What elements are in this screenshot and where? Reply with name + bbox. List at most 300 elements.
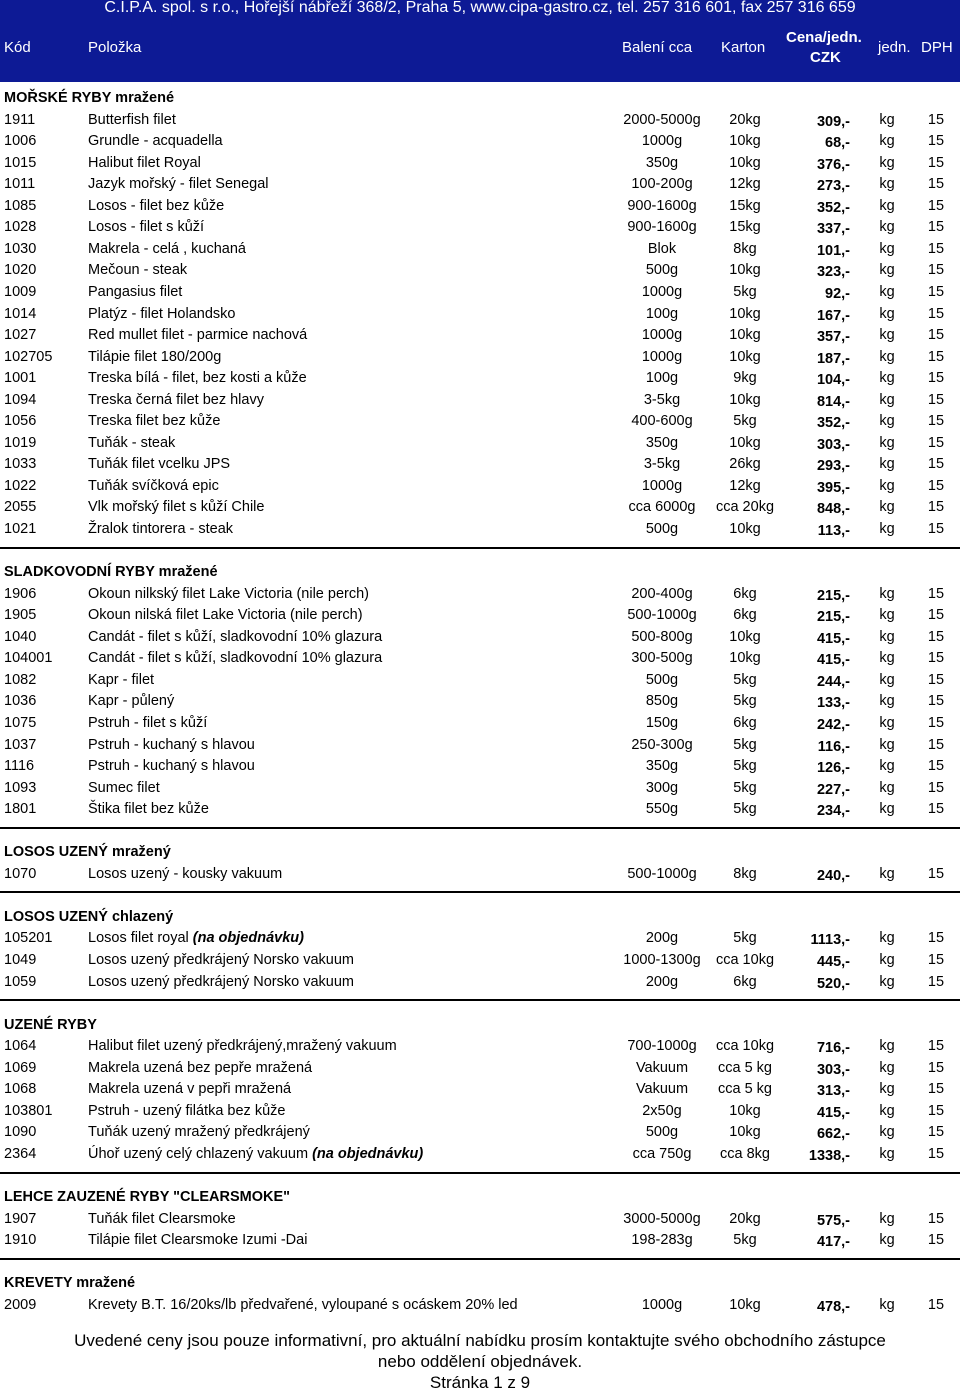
cell-polozka: Makrela uzená v pepři mražená <box>88 1081 292 1098</box>
cell-karton: 10kg <box>729 262 761 279</box>
table-row <box>0 368 960 389</box>
cell-dph: 15 <box>927 930 945 947</box>
cell-dph: 15 <box>927 327 945 344</box>
cell-dph: 15 <box>927 521 945 537</box>
cell-karton: 10kg <box>729 1124 761 1141</box>
table-row <box>0 347 960 368</box>
table-row <box>0 1079 960 1100</box>
table-row <box>0 1036 960 1057</box>
cell-baleni: 500g <box>645 671 679 688</box>
cell-karton: 10kg <box>729 434 761 451</box>
cell-kod: 103801 <box>4 1102 53 1119</box>
cell-karton: cca 10kg <box>715 952 775 968</box>
cell-jedn: kg <box>879 865 895 882</box>
cell-jedn: kg <box>879 154 895 171</box>
cell-kod: 1033 <box>4 456 37 473</box>
table-row <box>0 282 960 303</box>
table-row <box>0 1058 960 1079</box>
cell-kod: 1905 <box>4 607 37 624</box>
cell-kod: 104001 <box>4 650 53 667</box>
cell-karton: 8kg <box>733 865 757 882</box>
table-row <box>0 928 960 949</box>
cell-karton: 6kg <box>733 585 757 602</box>
section-divider <box>0 1258 960 1260</box>
cell-polozka: Losos uzený předkrájený Norsko vakuum <box>88 952 354 968</box>
cell-cena: 234,- <box>816 803 850 820</box>
table-row <box>0 174 960 195</box>
cell-polozka: Pstruh - filet s kůží <box>88 714 208 731</box>
cell-jedn: kg <box>879 952 895 968</box>
cell-kod: 1027 <box>4 327 37 344</box>
cell-dph: 15 <box>927 348 945 365</box>
cell-jedn: kg <box>879 714 895 731</box>
cell-baleni: 3-5kg <box>643 456 681 473</box>
table-row <box>0 1101 960 1122</box>
cell-dph: 15 <box>927 758 945 775</box>
cell-karton: cca 5 kg <box>718 1059 772 1076</box>
cell-karton: 5kg <box>733 779 757 796</box>
column-header-jedn: jedn. <box>878 39 911 56</box>
cell-kod: 1028 <box>4 219 37 236</box>
cell-kod: 1006 <box>4 133 37 150</box>
section-title <box>0 842 960 863</box>
cell-cena: 309,- <box>816 113 850 130</box>
cell-karton: 5kg <box>733 283 757 300</box>
column-header-czk: CZK <box>810 49 841 66</box>
footer <box>0 1330 960 1393</box>
table-row <box>0 972 960 993</box>
table-row <box>0 1144 960 1165</box>
cell-polozka: Halibut filet uzený předkrájený,mražený vakuum <box>88 1038 397 1055</box>
table-row <box>0 497 960 518</box>
cell-dph: 15 <box>927 413 945 430</box>
cell-baleni: 500-800g <box>631 628 693 645</box>
column-header-polozka: Položka <box>88 39 142 56</box>
cell-baleni: 200g <box>645 930 679 947</box>
cell-dph: 15 <box>927 736 945 753</box>
cell-karton: 12kg <box>729 477 761 494</box>
cell-kod: 1907 <box>4 1210 37 1227</box>
cell-polozka: Grundle - acquadella <box>88 133 223 150</box>
cell-kod: 1906 <box>4 585 37 602</box>
column-header-cena: Cena/jedn. <box>786 29 862 46</box>
cell-dph: 15 <box>927 197 945 214</box>
cell-kod: 1020 <box>4 262 37 279</box>
cell-baleni: 100-200g <box>631 176 693 193</box>
cell-dph: 15 <box>927 1124 945 1141</box>
cell-karton: 8kg <box>733 240 757 257</box>
cell-kod: 1070 <box>4 865 37 882</box>
cell-baleni: cca 750g <box>632 1145 692 1162</box>
cell-cena: 1338,- <box>808 1147 850 1164</box>
cell-polozka: Pstruh - kuchaný s hlavou <box>88 736 255 753</box>
cell-karton: 5kg <box>733 758 757 775</box>
table-row <box>0 239 960 260</box>
table-row <box>0 670 960 691</box>
cell-dph: 15 <box>927 801 945 818</box>
table-row <box>0 864 960 885</box>
cell-dph: 15 <box>927 585 945 602</box>
cell-cena: 126,- <box>816 760 850 777</box>
cell-kod: 1801 <box>4 801 37 818</box>
cell-dph: 15 <box>927 499 945 516</box>
cell-karton: 20kg <box>729 111 761 128</box>
cell-dph: 15 <box>927 262 945 279</box>
section-divider <box>0 999 960 1001</box>
cell-jedn: kg <box>879 1232 895 1249</box>
cell-jedn: kg <box>879 240 895 257</box>
cell-cena: 575,- <box>816 1212 850 1229</box>
cell-kod: 1075 <box>4 714 37 731</box>
cell-polozka: Pstruh - kuchaný s hlavou <box>88 758 255 775</box>
cell-polozka: Treska filet bez kůže <box>88 413 221 430</box>
cell-cena: 716,- <box>816 1040 850 1057</box>
section-title-text: LOSOS UZENÝ chlazený <box>4 908 174 925</box>
cell-jedn: kg <box>879 693 895 710</box>
cell-cena: 215,- <box>816 587 850 604</box>
cell-baleni: 200-400g <box>631 585 693 602</box>
cell-baleni: Vakuum <box>635 1059 689 1076</box>
cell-dph: 15 <box>927 133 945 150</box>
cell-polozka: Makrela - celá , kuchaná <box>88 240 246 257</box>
order-note: (na objednávku) <box>312 1145 424 1162</box>
table-row <box>0 950 960 971</box>
cell-kod: 1030 <box>4 240 37 257</box>
cell-karton: 20kg <box>729 1210 761 1227</box>
cell-jedn: kg <box>879 133 895 150</box>
cell-dph: 15 <box>927 111 945 128</box>
cell-dph: 15 <box>927 1038 945 1055</box>
cell-cena: 415,- <box>816 630 850 647</box>
cell-polozka: Treska černá filet bez hlavy <box>88 391 264 408</box>
cell-baleni: cca 6000g <box>628 499 696 516</box>
section-title-text: LOSOS UZENÝ mražený <box>4 844 171 861</box>
cell-dph: 15 <box>927 477 945 494</box>
cell-jedn: kg <box>879 1059 895 1076</box>
cell-karton: 26kg <box>729 456 761 473</box>
cell-cena: 313,- <box>816 1083 850 1100</box>
cell-baleni: 500g <box>645 521 679 537</box>
cell-cena: 662,- <box>816 1126 850 1143</box>
cell-kod: 1116 <box>4 758 35 775</box>
cell-jedn: kg <box>879 391 895 408</box>
cell-dph: 15 <box>927 176 945 193</box>
cell-cena: 242,- <box>816 716 850 733</box>
cell-polozka: Red mullet filet - parmice nachová <box>88 327 308 344</box>
table-row <box>0 519 960 540</box>
section-title <box>0 1273 960 1294</box>
cell-polozka: Vlk mořský filet s kůží Chile <box>88 499 265 516</box>
cell-dph: 15 <box>927 1232 945 1249</box>
cell-dph: 15 <box>927 305 945 322</box>
cell-karton: 15kg <box>729 197 761 214</box>
cell-polozka: Tuňák filet Clearsmoke <box>88 1210 236 1227</box>
cell-karton: cca 8kg <box>720 1145 770 1162</box>
table-row <box>0 584 960 605</box>
cell-dph: 15 <box>927 219 945 236</box>
section-divider <box>0 891 960 893</box>
cell-dph: 15 <box>927 628 945 645</box>
table-row <box>0 713 960 734</box>
cell-polozka: Tilápie filet Clearsmoke Izumi -Dai <box>88 1232 308 1249</box>
cell-baleni: 1000-1300g <box>623 952 701 968</box>
column-header-dph: DPH <box>921 39 953 56</box>
cell-polozka: Halibut filet Royal <box>88 154 201 171</box>
cell-baleni: 850g <box>645 693 679 710</box>
cell-cena: 133,- <box>816 695 850 712</box>
cell-dph: 15 <box>927 1102 945 1119</box>
section-title <box>0 907 960 928</box>
cell-dph: 15 <box>927 607 945 624</box>
table-row <box>0 454 960 475</box>
cell-kod: 1015 <box>4 154 37 171</box>
cell-dph: 15 <box>927 1081 945 1098</box>
cell-karton: 10kg <box>729 628 761 645</box>
cell-cena: 303,- <box>816 1061 850 1078</box>
table-row <box>0 217 960 238</box>
cell-jedn: kg <box>879 348 895 365</box>
section-title-text: UZENÉ RYBY <box>4 1016 97 1033</box>
cell-polozka: Okoun nilkský filet Lake Victoria (nile perch) <box>88 585 369 602</box>
table-row <box>0 1122 960 1143</box>
cell-polozka: Sumec filet <box>88 779 160 796</box>
cell-jedn: kg <box>879 779 895 796</box>
table-row <box>0 260 960 281</box>
cell-cena: 92,- <box>825 285 850 302</box>
cell-polozka: Candát - filet s kůží, sladkovodní 10% glazura <box>88 650 383 667</box>
cell-baleni: 500-1000g <box>627 865 697 882</box>
table-row <box>0 131 960 152</box>
cell-polozka: Butterfish filet <box>88 111 176 128</box>
cell-cena: 814,- <box>816 393 850 410</box>
cell-karton: 15kg <box>729 219 761 236</box>
cell-kod: 1011 <box>4 176 36 193</box>
cell-dph: 15 <box>927 154 945 171</box>
cell-jedn: kg <box>879 219 895 236</box>
cell-jedn: kg <box>879 434 895 451</box>
cell-cena: 240,- <box>816 867 850 884</box>
cell-jedn: kg <box>879 671 895 688</box>
cell-dph: 15 <box>927 1059 945 1076</box>
table-row <box>0 756 960 777</box>
section-title-text: KREVETY mražené <box>4 1275 136 1292</box>
cell-baleni: 500-1000g <box>627 607 697 624</box>
cell-karton: 10kg <box>729 391 761 408</box>
table-row <box>0 433 960 454</box>
cell-polozka: Okoun nilská filet Lake Victoria (nile perch) <box>88 607 363 624</box>
cell-cena: 395,- <box>816 479 850 496</box>
cell-cena: 1113,- <box>810 932 850 949</box>
cell-karton: 10kg <box>729 1102 761 1119</box>
cell-polozka: Kapr - filet <box>88 671 155 688</box>
table-row <box>0 778 960 799</box>
cell-jedn: kg <box>879 456 895 473</box>
cell-kod: 1036 <box>4 693 37 710</box>
cell-kod: 1082 <box>4 671 37 688</box>
section-title-text: LEHCE ZAUZENÉ RYBY "CLEARSMOKE" <box>4 1189 291 1206</box>
cell-jedn: kg <box>879 585 895 602</box>
cell-polozka: Tuňák uzený mražený předkrájený <box>88 1124 310 1141</box>
cell-cena: 520,- <box>816 975 850 992</box>
cell-baleni: 550g <box>645 801 679 818</box>
cell-jedn: kg <box>879 1145 895 1162</box>
cell-polozka: Jazyk mořský - filet Senegal <box>88 176 269 193</box>
cell-jedn: kg <box>879 1081 895 1098</box>
section-divider <box>0 827 960 829</box>
cell-jedn: kg <box>879 262 895 279</box>
cell-karton: 5kg <box>733 736 757 753</box>
cell-polozka: Candát - filet s kůží, sladkovodní 10% glazura <box>88 628 383 645</box>
cell-kod: 102705 <box>4 348 53 365</box>
cell-karton: 10kg <box>729 1296 761 1313</box>
cell-cena: 215,- <box>816 609 850 626</box>
cell-kod: 105201 <box>4 930 53 947</box>
cell-baleni: 3000-5000g <box>623 1210 701 1227</box>
cell-baleni: 100g <box>645 370 679 387</box>
table-row <box>0 390 960 411</box>
cell-kod: 1064 <box>4 1038 37 1055</box>
cell-polozka-text: Losos filet royal <box>88 930 193 947</box>
cell-dph: 15 <box>927 434 945 451</box>
cell-dph: 15 <box>927 283 945 300</box>
cell-kod: 1090 <box>4 1124 37 1141</box>
table-row <box>0 799 960 820</box>
cell-baleni: 150g <box>645 714 679 731</box>
cell-karton: 10kg <box>729 521 761 537</box>
table-row <box>0 627 960 648</box>
cell-polozka: Tuňák filet vcelku JPS <box>88 456 231 473</box>
cell-baleni: 350g <box>645 434 679 451</box>
cell-kod: 1037 <box>4 736 37 753</box>
cell-karton: 5kg <box>733 671 757 688</box>
cell-jedn: kg <box>879 801 895 818</box>
cell-jedn: kg <box>879 197 895 214</box>
cell-dph: 15 <box>927 456 945 473</box>
section-title <box>0 1015 960 1036</box>
cell-jedn: kg <box>879 930 895 947</box>
cell-karton: 5kg <box>733 930 757 947</box>
cell-kod: 1049 <box>4 952 37 968</box>
cell-baleni: 198-283g <box>631 1232 693 1249</box>
section-divider <box>0 547 960 549</box>
cell-baleni: 500g <box>645 1124 679 1141</box>
cell-dph: 15 <box>927 779 945 796</box>
cell-cena: 323,- <box>816 264 850 281</box>
cell-baleni: 1000g <box>641 348 683 365</box>
cell-jedn: kg <box>879 111 895 128</box>
cell-kod: 1085 <box>4 197 37 214</box>
cell-polozka: Losos uzený - kousky vakuum <box>88 865 283 882</box>
table-row <box>0 325 960 346</box>
cell-dph: 15 <box>927 1296 945 1313</box>
cell-kod: 1093 <box>4 779 37 796</box>
cell-baleni: Blok <box>647 240 677 257</box>
cell-jedn: kg <box>879 176 895 193</box>
cell-jedn: kg <box>879 1124 895 1141</box>
cell-dph: 15 <box>927 391 945 408</box>
cell-baleni: 1000g <box>641 327 683 344</box>
cell-polozka: Tuňák - steak <box>88 434 176 451</box>
cell-polozka: Pstruh - uzený filátka bez kůže <box>88 1102 286 1119</box>
cell-karton: 6kg <box>733 973 757 990</box>
cell-cena: 244,- <box>816 673 850 690</box>
cell-jedn: kg <box>879 1102 895 1119</box>
cell-cena: 415,- <box>816 1104 850 1121</box>
cell-dph: 15 <box>927 650 945 667</box>
column-header-kod: Kód <box>4 39 31 56</box>
cell-polozka: Kapr - půlený <box>88 693 175 710</box>
cell-kod: 1056 <box>4 413 37 430</box>
cell-kod: 1069 <box>4 1059 37 1076</box>
company-info: C.I.P.A. spol. s r.o., Hořejší nábřeží 368/2, Praha 5, www.cipa-gastro.cz, tel. 257 316 601, fax 257 316 659 <box>104 0 856 16</box>
cell-baleni: Vakuum <box>635 1081 689 1098</box>
cell-baleni: 1000g <box>641 133 683 150</box>
cell-polozka <box>88 1144 423 1165</box>
cell-karton: 12kg <box>729 176 761 193</box>
cell-dph: 15 <box>927 1145 945 1162</box>
cell-cena: 352,- <box>816 199 850 216</box>
table-row <box>0 304 960 325</box>
cell-karton: 6kg <box>733 607 757 624</box>
cell-kod: 2009 <box>4 1296 37 1313</box>
cell-karton: 10kg <box>729 154 761 171</box>
page-number: Stránka 1 z 9 <box>429 1373 531 1392</box>
cell-polozka <box>88 928 304 949</box>
cell-jedn: kg <box>879 413 895 430</box>
cell-cena: 415,- <box>816 652 850 669</box>
cell-karton: cca 5 kg <box>718 1081 772 1098</box>
cell-polozka-text: Úhoř uzený celý chlazený vakuum <box>88 1145 313 1162</box>
column-header-karton: Karton <box>721 39 766 56</box>
cell-jedn: kg <box>879 607 895 624</box>
cell-polozka: Žralok tintorera - steak <box>88 521 234 537</box>
cell-dph: 15 <box>927 1210 945 1227</box>
table-row <box>0 476 960 497</box>
section-title <box>0 1187 960 1208</box>
cell-kod: 1001 <box>4 370 37 387</box>
cell-cena: 303,- <box>816 436 850 453</box>
table-row <box>0 1295 960 1316</box>
table-row <box>0 153 960 174</box>
cell-cena: 445,- <box>816 954 850 970</box>
cell-baleni: 300-500g <box>631 650 693 667</box>
table-row <box>0 735 960 756</box>
cell-baleni: 500g <box>645 262 679 279</box>
cell-kod: 1910 <box>4 1232 37 1249</box>
section-title <box>0 562 960 583</box>
cell-cena: 273,- <box>816 178 850 195</box>
cell-jedn: kg <box>879 305 895 322</box>
cell-jedn: kg <box>879 973 895 990</box>
cell-jedn: kg <box>879 499 895 516</box>
cell-jedn: kg <box>879 370 895 387</box>
cell-polozka: Krevety B.T. 16/20ks/lb předvařené, vyloupané s ocáskem 20% led <box>88 1296 518 1313</box>
section-divider <box>0 1172 960 1174</box>
cell-dph: 15 <box>927 865 945 882</box>
cell-polozka: Treska bílá - filet, bez kosti a kůže <box>88 370 307 387</box>
cell-baleni: 100g <box>645 305 679 322</box>
table-row <box>0 411 960 432</box>
cell-jedn: kg <box>879 521 895 537</box>
cell-karton: 5kg <box>733 693 757 710</box>
cell-cena: 167,- <box>816 307 850 324</box>
cell-karton: 10kg <box>729 650 761 667</box>
section-title <box>0 88 960 109</box>
cell-jedn: kg <box>879 1038 895 1055</box>
cell-cena: 101,- <box>816 242 850 259</box>
cell-dph: 15 <box>927 973 945 990</box>
cell-cena: 116,- <box>817 738 850 755</box>
